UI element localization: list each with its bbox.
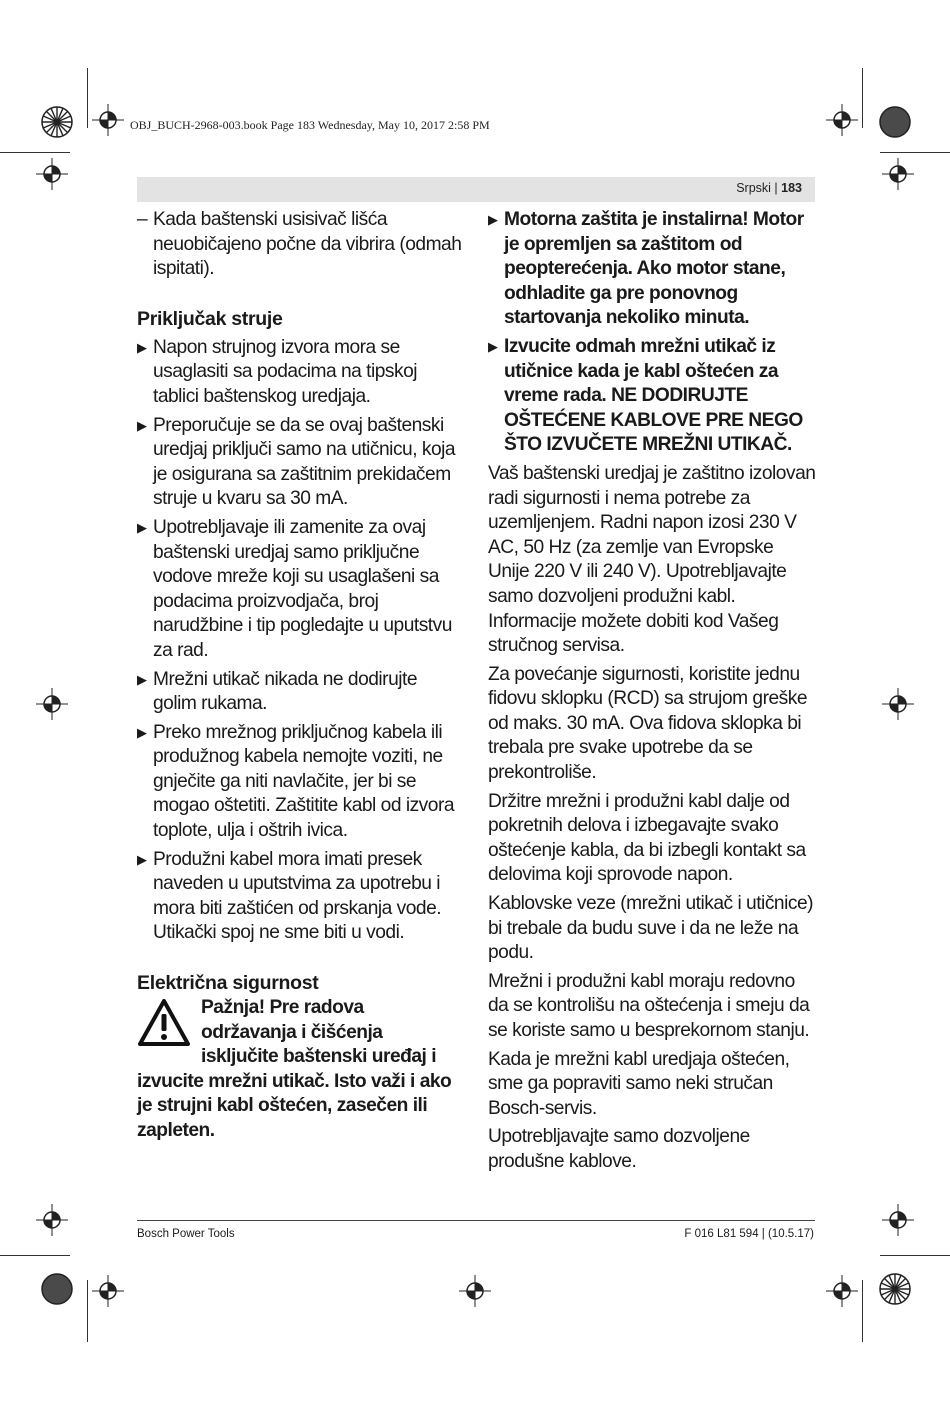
triangle-bullet-icon: ▶ <box>137 417 147 433</box>
warning-line: održavanja i čišćenja <box>201 1021 383 1043</box>
triangle-bullet-icon: ▶ <box>137 851 147 867</box>
dash-item-text: Kada baštenski usisivač lišća neuobičajeno počne da vibrira (odmah ispitati). <box>153 209 462 280</box>
list-item <box>137 668 465 717</box>
footer-brand: Bosch Power Tools <box>137 1228 235 1240</box>
dash-bullet: – <box>137 209 148 230</box>
crosshair-mark-icon <box>36 158 68 190</box>
crosshair-mark-icon <box>826 104 858 136</box>
body-paragraph: Za povećanje sigurnosti, koristite jednu fidovu sklopku (RCD) sa strujom greške od maks. 30 mA. Ova fidova sklopka bi trebala pre svake upotrebe da se prekontroliše. <box>488 663 808 784</box>
registration-mark-icon <box>40 1272 74 1306</box>
crosshair-mark-icon <box>36 688 68 720</box>
triangle-bullet-icon: ▶ <box>488 338 498 354</box>
body-paragraph: Mrežni i produžni kabl moraju redovno da se kontrolišu na oštećenja i smeju da se koriste samo u besprekornom stanju. <box>488 970 810 1041</box>
header-separator: | <box>770 181 782 195</box>
body-paragraph: Kablovske veze (mrežni utikač i utičnice) bi trebale da budu suve i da ne leže na podu. <box>488 893 814 964</box>
body-paragraph: Kada je mrežni kabl uredjaja oštećen, sme ga popraviti samo neki stručan Bosch-servis. <box>488 1048 790 1119</box>
footer-doc-number: F 016 L81 594 | (10.5.17) <box>684 1228 814 1240</box>
list-item <box>137 721 465 844</box>
body-paragraph: Vaš baštenski uredjaj je zaštitno izolovan radi sigurnosti i nema potrebe za uzemljenjem. Radni napon izosi 230 V AC, 50 Hz (za zemlje van Evropske Unije 220 V ili 240 V). Upotrebljavajte samo dozvoljeni produžni kabl. Informacije možete dobiti kod Vašeg stručnog servisa. <box>488 462 816 657</box>
list-item <box>137 516 465 664</box>
crosshair-mark-icon <box>92 104 124 136</box>
list-item-text: Mrežni utikač nikada ne dodirujte golim rukama. <box>153 668 418 715</box>
triangle-bullet-icon: ▶ <box>137 671 147 687</box>
page-header <box>736 181 802 195</box>
crosshair-mark-icon <box>92 1275 124 1307</box>
list-item-text: Preko mrežnog priključnog kabela ili produžnog kabela nemojte voziti, ne gnječite ga niti navlačite, jer bi se mogao oštetiti. Zaštitite kabl od izvora toplote, ulja i oštrih ivica. <box>153 721 455 842</box>
section-title-power-connection: Priključak struje <box>137 307 283 330</box>
warning-block <box>137 996 465 1144</box>
list-item-text: Napon strujnog izvora mora se usaglasiti sa podacima na tipskoj tablici baštenskog uredjaja. <box>153 336 418 407</box>
registration-mark-icon <box>878 105 912 139</box>
crosshair-mark-icon <box>882 1204 914 1236</box>
crosshair-mark-icon <box>882 688 914 720</box>
crosshair-mark-icon <box>459 1275 491 1307</box>
crosshair-mark-icon <box>882 158 914 190</box>
list-item-text: Motorna zaštita je instalirna! Motor je opremljen sa zaštitom od peopterećenja. Ako motor stane, odhladite ga pre ponovnog startovanja nekoliko minuta. <box>504 209 804 329</box>
dash-list-item <box>137 208 465 282</box>
body-paragraph: Upotrebljavajte samo dozvoljene produšne kablove. <box>488 1126 750 1172</box>
list-item <box>137 848 465 946</box>
triangle-bullet-icon: ▶ <box>137 339 147 355</box>
list-item-text: Produžni kabel mora imati presek naveden u uputstvima za upotrebu i mora biti zaštićen od prskanja vode. Utikački spoj ne sme biti u vodi. <box>153 848 442 944</box>
header-bar <box>137 177 815 202</box>
list-item <box>488 335 818 458</box>
book-info-line: OBJ_BUCH-2968-003.book Page 183 Wednesday, May 10, 2017 2:58 PM <box>130 118 490 132</box>
list-item-text: Izvucite odmah mrežni utikač iz utičnice kada je kabl oštećen za vreme rada. NE DODIRUJTE OŠTEĆENE KABLOVE PRE NEGO ŠTO IZVUČETE MREŽNI UTIKAČ. <box>504 335 803 456</box>
list-item <box>488 208 818 331</box>
warning-line: Pažnja! Pre radova <box>201 997 364 1019</box>
list-item-text: Preporučuje se da se ovaj baštenski uredjaj priključi samo na utičnicu, koja je osigurana sa zaštitnim prekidačem struje u kvaru sa 30 mA. <box>153 414 456 510</box>
triangle-bullet-icon: ▶ <box>488 212 498 227</box>
left-column <box>137 208 465 1144</box>
list-item <box>137 336 465 410</box>
footer-rule <box>137 1220 815 1221</box>
warning-triangle-icon <box>137 998 191 1048</box>
right-column <box>488 208 818 1175</box>
triangle-bullet-icon: ▶ <box>137 519 147 535</box>
crosshair-mark-icon <box>826 1275 858 1307</box>
list-item <box>137 414 465 512</box>
section-title-electrical-safety: Električna sigurnost <box>137 972 319 995</box>
page-number: 183 <box>781 181 802 195</box>
header-language: Srpski <box>736 181 771 195</box>
registration-mark-icon <box>40 105 74 139</box>
power-connection-list <box>137 336 465 946</box>
list-item-text: Upotrebljavaje ili zamenite za ovaj baštenski uredjaj samo priključne vodove mreže koji su usaglašeni sa podacima proizvodjača, broj narudžbine i tip pogledajte u uputstvu za rad. <box>153 516 452 661</box>
registration-mark-icon <box>878 1272 912 1306</box>
warning-text: izvucite mrežni utikač. Isto važi i ako je strujni kabl oštećen, zasečen ili zapleten. <box>137 1070 452 1141</box>
triangle-bullet-icon: ▶ <box>137 724 147 740</box>
warning-line: isključite baštenski uređaj i <box>201 1046 437 1068</box>
body-paragraph: Držitre mrežni i produžni kabl dalje od pokretnih delova i izbegavajte svako oštećenje kabla, da bi izbegli kontakt sa delovima koji sprovode napon. <box>488 790 806 886</box>
crosshair-mark-icon <box>36 1204 68 1236</box>
